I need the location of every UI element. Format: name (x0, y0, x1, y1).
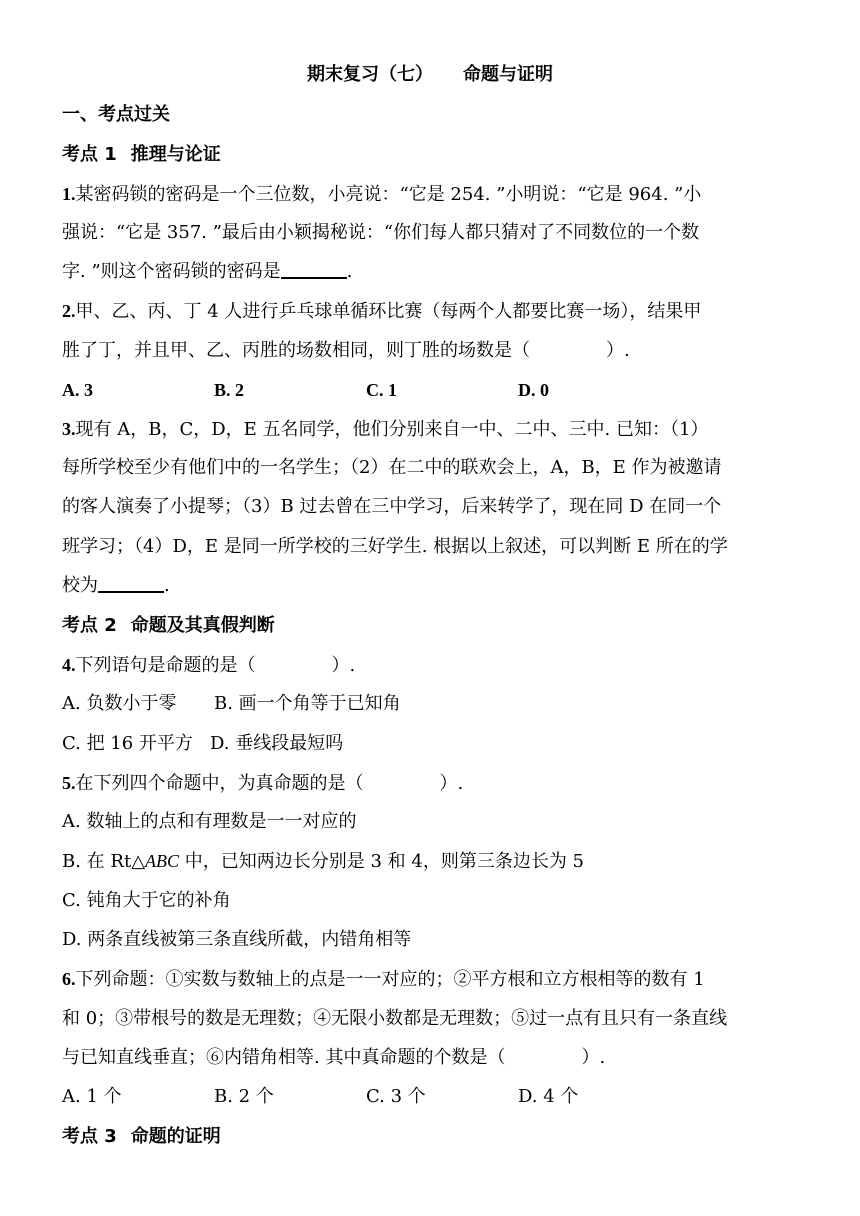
q5-option-b-end: 中，已知两边长分别是 3 和 4，则第三条边长为 5 (179, 851, 584, 872)
section-heading: 一、考点过关 (62, 104, 170, 125)
q5-option-b[interactable] (62, 848, 802, 875)
q2-text-2-end: ）. (606, 340, 630, 361)
kaodian-3-name: 命题的证明 (130, 1126, 221, 1147)
q4-option-a[interactable]: A. 负数小于零 (62, 693, 177, 714)
title-left: 期末复习（七） (307, 64, 433, 85)
q3-line4: 班学习；（4）D，E 是同一所学校的三好学生. 根据以上叙述，可以判断 E 所在的学 (62, 536, 728, 557)
q3-line1 (62, 416, 802, 443)
q6-option-c[interactable]: C. 3 个 (366, 1086, 426, 1107)
q6-text-3: 与已知直线垂直；⑥内错角相等. 其中真命题的个数是（ (62, 1047, 506, 1068)
page-title (0, 62, 860, 88)
q3-line2: 每所学校至少有他们中的一名学生；（2）在二中的联欢会上，A，B，E 作为被邀请 (62, 457, 722, 478)
q5-option-c[interactable]: C. 钝角大于它的补角 (62, 890, 231, 911)
q4-option-b[interactable]: B. 画一个角等于已知角 (214, 693, 401, 714)
q2-option-b[interactable]: B. 2 (214, 380, 245, 400)
q6-options (62, 1084, 802, 1110)
q1-text-1: 某密码锁的密码是一个三位数，小亮说：“它是 254. ”小明说：“它是 964. ”小 (75, 184, 702, 205)
q6-option-a[interactable]: A. 1 个 (62, 1086, 122, 1107)
q2-options (62, 377, 802, 403)
q5-text: 在下列四个命题中，为真命题的是（ (75, 773, 364, 794)
q5-option-a[interactable]: A. 数轴上的点和有理数是一一对应的 (62, 811, 357, 832)
title-right: 命题与证明 (463, 64, 553, 85)
q6-option-b[interactable]: B. 2 个 (214, 1086, 274, 1107)
triangle-name: ABC (145, 851, 180, 871)
q6-line2: 和 0；③带根号的数是无理数；④无限小数都是无理数；⑤过一点有且只有一条直线 (62, 1008, 728, 1029)
triangle-symbol: △ (131, 851, 146, 872)
q4-option-d[interactable]: D. 垂线段最短吗 (210, 733, 344, 754)
q5-option-d[interactable]: D. 两条直线被第三条直线所截，内错角相等 (62, 929, 412, 950)
q4-number: 4. (62, 655, 76, 675)
q2-line1 (62, 298, 802, 325)
q1-number: 1. (62, 184, 76, 204)
q2-option-d[interactable]: D. 0 (518, 380, 549, 400)
q2-option-c[interactable]: C. 1 (366, 380, 397, 400)
q1-line1 (62, 181, 802, 208)
q3-text-1: 现有 A，B，C，D，E 五名同学，他们分别来自一中、二中、三中. 已知：（1） (75, 419, 709, 440)
kaodian-2-name: 命题及其真假判断 (130, 615, 275, 636)
kaodian-2-heading (62, 613, 802, 639)
q1-line2: 强说：“它是 357. ”最后由小颖揭秘说：“你们每人都只猜对了不同数位的一个数 (62, 222, 700, 243)
q4-stem (62, 652, 802, 679)
q2-text-2: 胜了丁，并且甲、乙、丙胜的场数相同，则丁胜的场数是（ (62, 340, 530, 361)
q5-text-end: ）. (439, 773, 464, 794)
q1-answer-blank[interactable] (281, 259, 347, 279)
q2-option-a[interactable]: A. 3 (62, 380, 93, 400)
q6-option-d[interactable]: D. 4 个 (518, 1086, 579, 1107)
q3-answer-blank[interactable] (98, 573, 164, 593)
q2-text-1: 甲、乙、丙、丁 4 人进行乒乓球单循环比赛（每两个人都要比赛一场），结果甲 (75, 301, 702, 322)
q1-text-3: 字. ”则这个密码锁的密码是 (62, 261, 281, 282)
kaodian-1-name: 推理与论证 (130, 144, 221, 165)
q1-line3 (62, 259, 802, 285)
kaodian-3-label: 考点 3 (62, 1126, 117, 1147)
q5-option-b-start: B. 在 Rt (62, 851, 132, 872)
q4-options-row2 (62, 731, 802, 757)
kaodian-2-label: 考点 2 (62, 615, 117, 636)
kaodian-3-heading (62, 1124, 802, 1150)
q6-text-3-end: ）. (581, 1047, 606, 1068)
q5-stem (62, 770, 802, 797)
q4-text-end: ）. (331, 655, 356, 676)
q6-line3 (62, 1045, 802, 1071)
q2-number: 2. (62, 301, 76, 321)
q3-period: . (164, 575, 170, 596)
q1-period: . (346, 261, 353, 282)
q6-text-1: 下列命题：①实数与数轴上的点是一一对应的；②平方根和立方根相等的数有 1 (75, 969, 705, 990)
q4-text: 下列语句是命题的是（ (75, 655, 256, 676)
kaodian-1-label: 考点 1 (62, 144, 117, 165)
q6-line1 (62, 966, 802, 993)
q2-line2 (62, 338, 802, 364)
kaodian-1-heading (62, 142, 802, 168)
q3-line3: 的客人演奏了小提琴；（3）B 过去曾在三中学习，后来转学了，现在同 D 在同一个 (62, 496, 722, 517)
q4-options-row1 (62, 691, 802, 717)
q3-line5 (62, 573, 802, 599)
q5-number: 5. (62, 773, 76, 793)
q4-option-c[interactable]: C. 把 16 开平方 (62, 733, 193, 754)
q6-number: 6. (62, 969, 76, 989)
q3-text-5: 校为 (62, 575, 98, 596)
q3-number: 3. (62, 419, 76, 439)
